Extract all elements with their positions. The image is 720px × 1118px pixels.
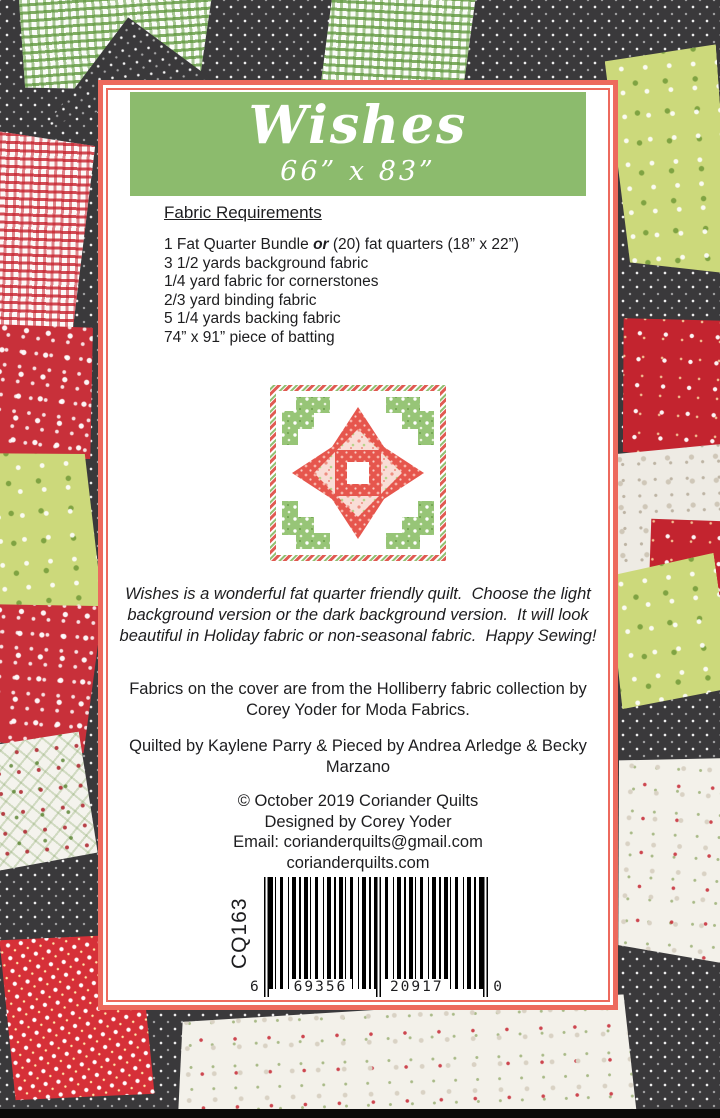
quilt-patch-white-poinsettia-right [609, 752, 720, 963]
star-block-illustration [268, 383, 448, 563]
requirement-item: 5 1/4 yards backing fabric [164, 310, 341, 328]
requirement-item: 1 Fat Quarter Bundle or (20) fat quarters (18” x 22”) [164, 236, 519, 253]
quilt-patch-red-gingham [0, 130, 96, 339]
fabric-requirements-heading: Fabric Requirements [164, 203, 322, 222]
barcode-section [103, 867, 613, 999]
copyright-line: © October 2019 Coriander Quilts [237, 792, 479, 810]
sku-code: CQ163 [228, 897, 251, 969]
photo-bottom-edge [0, 1109, 720, 1118]
requirement-item: 3 1/2 yards background fabric [164, 254, 369, 272]
quilt-description: Wishes is a wonderful fat quarter friendly quilt. Choose the light background version or the dark background version. It will look beautiful in Holiday fabric or non-seasonal fabric. Happy Sewing! [119, 585, 597, 645]
requirement-item: 74” x 91” piece of batting [164, 328, 335, 346]
maker-credits: Quilted by Kaylene Parry & Pieced by Andrea Arledge & Becky Marzano [129, 737, 587, 776]
barcode-digit: 6 [250, 979, 259, 995]
quilt-patch-red-floral-left-a [0, 316, 106, 471]
quilt-patch-red-berries-right [616, 315, 720, 462]
fabric-collection-note: Fabrics on the cover are from the Holliberry fabric collection by Corey Yoder for Moda Fabrics. [129, 680, 587, 719]
fabric-requirements-list [164, 236, 519, 348]
quilt-patch-lime-floral-right-top [604, 44, 720, 281]
publisher-block [117, 791, 599, 873]
website-line: corianderquilts.com [286, 853, 430, 872]
upc-barcode [250, 877, 502, 995]
quilt-patch-red-floral-left-b [0, 598, 103, 754]
info-panel [98, 80, 618, 1010]
requirement-item: 2/3 yard binding fabric [164, 291, 317, 309]
requirement-item: 1/4 yard fabric for cornerstones [164, 273, 379, 291]
barcode-digits [250, 977, 502, 995]
barcode-digit-group: 69356 [289, 979, 353, 995]
quilt-block-image [268, 383, 448, 563]
quilt-patch-lime-floral-right-mid [603, 553, 720, 709]
title-banner [130, 92, 586, 196]
barcode-digit: 0 [493, 979, 502, 995]
pattern-size: 66” x 83” [280, 155, 436, 187]
barcode-digit-group: 20917 [385, 979, 449, 995]
quilt-patch-white-floral-bottom [173, 994, 637, 1118]
designer-line: Designed by Corey Yoder [264, 812, 452, 831]
pattern-title: Wishes [248, 94, 468, 156]
quilt-patch-lime-holly [0, 443, 103, 622]
email-line: Email: corianderquilts@gmail.com [233, 833, 483, 851]
